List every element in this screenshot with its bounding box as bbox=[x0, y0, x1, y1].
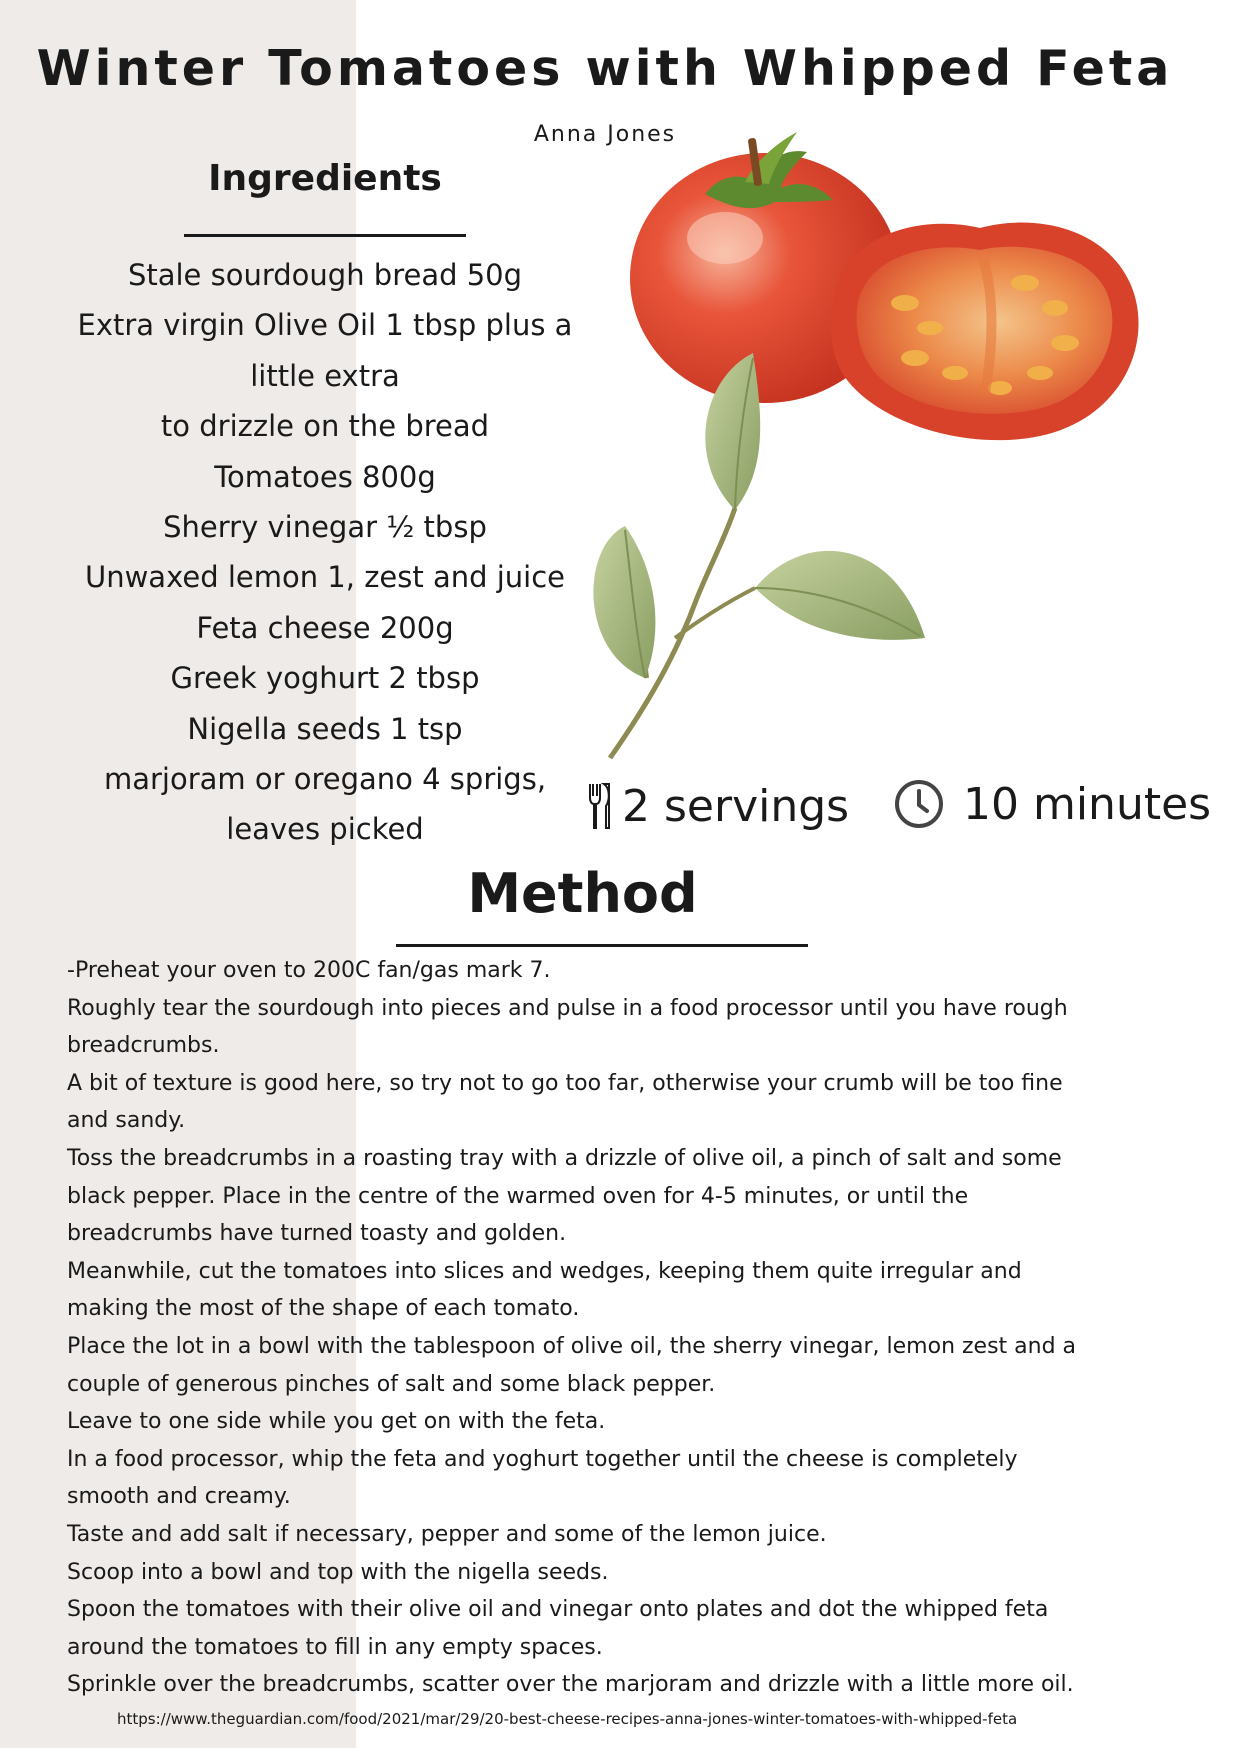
method-line: and sandy. bbox=[67, 1108, 186, 1134]
ingredient-line: Stale sourdough bread 50g bbox=[127, 258, 523, 292]
method-line: Sprinkle over the breadcrumbs, scatter over the marjoram and drizzle with a little more oil. bbox=[67, 1672, 1074, 1698]
ingredients-divider bbox=[184, 234, 466, 237]
servings-label: 2 servings bbox=[622, 780, 850, 832]
method-line: making the most of the shape of each tomato. bbox=[67, 1296, 580, 1322]
ingredient-line: Feta cheese 200g bbox=[196, 610, 454, 645]
method-line: black pepper. Place in the centre of the warmed oven for 4-5 minutes, or until the bbox=[67, 1183, 969, 1209]
method-line: In a food processor, whip the feta and yoghurt together until the cheese is completely bbox=[67, 1446, 1018, 1472]
time-label: 10 minutes bbox=[963, 778, 1212, 830]
method-line: Meanwhile, cut the tomatoes into slices and wedges, keeping them quite irregular and bbox=[67, 1258, 1022, 1284]
method-line: A bit of texture is good here, so try not to go too far, otherwise your crumb will be too fine bbox=[67, 1070, 1063, 1096]
method-line: Place the lot in a bowl with the tablespoon of olive oil, the sherry vinegar, lemon zest and a bbox=[67, 1333, 1077, 1359]
time-info bbox=[893, 776, 1211, 832]
ingredient-line: leaves picked bbox=[226, 812, 424, 847]
tomato-basil-illustration bbox=[585, 118, 1205, 768]
basil-sprig-icon bbox=[593, 353, 925, 758]
ingredient-line: Nigella seeds 1 tsp bbox=[187, 711, 463, 746]
ingredient-line: to drizzle on the bread bbox=[160, 409, 490, 444]
recipe-title: Winter Tomatoes with Whipped Feta bbox=[36, 40, 1174, 97]
method-line: Spoon the tomatoes with their olive oil and vinegar onto plates and dot the whipped feta bbox=[67, 1597, 1049, 1623]
recipe-author: Anna Jones bbox=[533, 122, 677, 147]
method-line: Leave to one side while you get on with the feta. bbox=[67, 1409, 606, 1435]
method-heading: Method bbox=[467, 862, 698, 925]
method-line: smooth and creamy. bbox=[67, 1484, 291, 1510]
ingredient-line: Sherry vinegar ½ tbsp bbox=[163, 510, 487, 545]
fork-knife-icon bbox=[588, 782, 612, 830]
method-line: breadcrumbs. bbox=[67, 1033, 220, 1059]
ingredient-line: marjoram or oregano 4 sprigs, bbox=[103, 762, 547, 797]
ingredient-line: Unwaxed lemon 1, zest and juice bbox=[84, 560, 566, 595]
servings-info bbox=[588, 778, 849, 834]
method-line: Scoop into a bowl and top with the nigella seeds. bbox=[67, 1559, 609, 1585]
ingredients-heading: Ingredients bbox=[208, 158, 442, 199]
method-line: couple of generous pinches of salt and some black pepper. bbox=[67, 1371, 716, 1397]
ingredient-line: Tomatoes 800g bbox=[214, 459, 436, 494]
ingredient-line: Greek yoghurt 2 tbsp bbox=[170, 661, 480, 696]
source-url: https://www.theguardian.com/food/2021/mar/29/20-best-cheese-recipes-anna-jones-winter-tomatoes-with-whipped-feta bbox=[117, 1710, 1018, 1728]
method-line: Toss the breadcrumbs in a roasting tray with a drizzle of olive oil, a pinch of salt and some bbox=[67, 1145, 1062, 1171]
method-line: Taste and add salt if necessary, pepper and some of the lemon juice. bbox=[67, 1521, 827, 1547]
halved-tomato-icon bbox=[831, 223, 1138, 441]
ingredients-list bbox=[55, 250, 595, 855]
method-line: breadcrumbs have turned toasty and golden. bbox=[67, 1221, 567, 1247]
clock-icon bbox=[893, 778, 945, 830]
method-line: Roughly tear the sourdough into pieces and pulse in a food processor until you have rough bbox=[67, 995, 1068, 1021]
method-line: around the tomatoes to fill in any empty spaces. bbox=[67, 1634, 603, 1660]
ingredient-line: Extra virgin Olive Oil 1 tbsp plus a bbox=[77, 308, 573, 343]
ingredient-line: little extra bbox=[250, 358, 400, 393]
method-list bbox=[67, 952, 1177, 1704]
method-divider bbox=[396, 944, 808, 947]
method-line: -Preheat your oven to 200C fan/gas mark 7. bbox=[67, 958, 551, 983]
